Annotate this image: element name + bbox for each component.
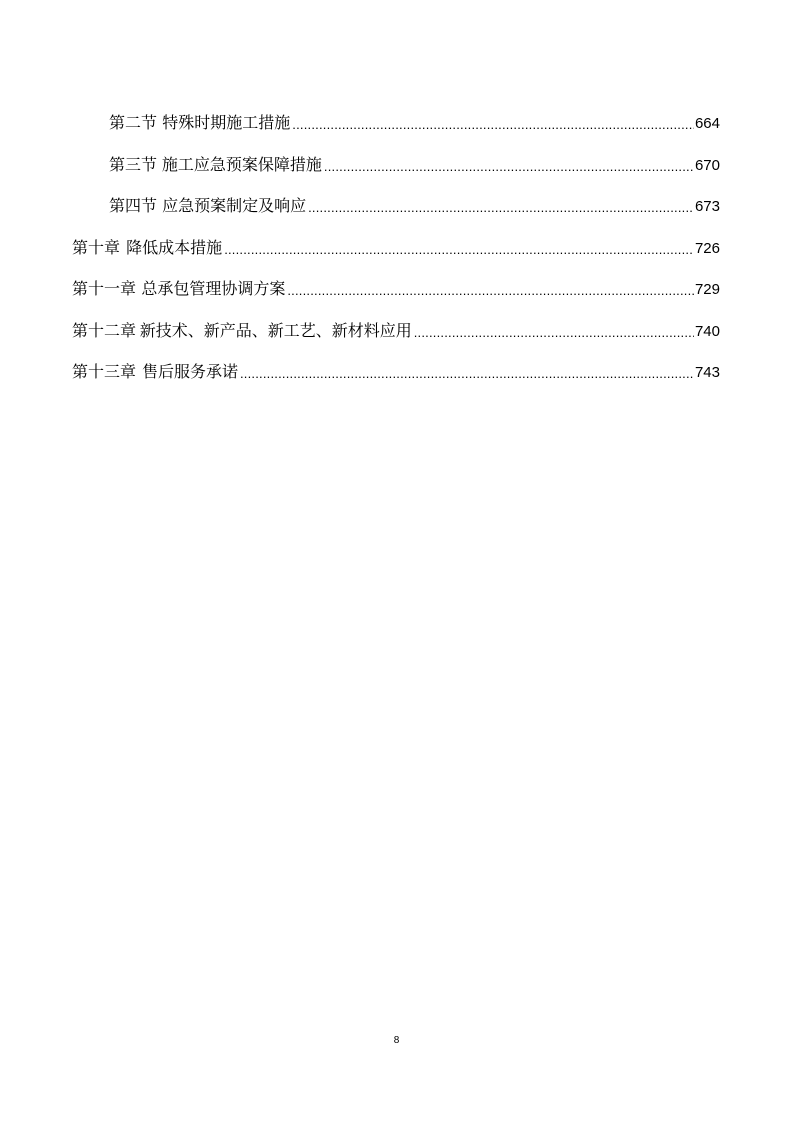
dot-leader — [292, 111, 694, 131]
toc-entry-page: 743 — [694, 364, 720, 382]
toc-entry[interactable] — [0, 269, 793, 311]
toc-entry[interactable] — [0, 311, 793, 353]
toc-entry-title: 降低成本措施 — [126, 237, 223, 257]
toc-entry-page: 673 — [694, 198, 720, 216]
toc-entry-title: 总承包管理协调方案 — [141, 279, 286, 299]
toc-entry[interactable] — [0, 145, 793, 187]
dot-leader — [324, 153, 694, 173]
toc-entry-number: 第三节 — [109, 154, 158, 174]
dot-leader — [240, 360, 694, 380]
dot-leader — [308, 194, 694, 214]
toc-entry-title: 特殊时期施工措施 — [162, 113, 291, 133]
toc-entry-page: 670 — [694, 156, 720, 174]
toc-entry-page: 726 — [694, 239, 720, 257]
toc-entry-title: 新技术、新产品、新工艺、新材料应用 — [139, 320, 412, 340]
dot-leader — [414, 319, 694, 339]
toc-entry[interactable] — [0, 103, 793, 145]
toc-entry-title: 施工应急预案保障措施 — [161, 154, 322, 174]
toc-entry[interactable] — [0, 352, 793, 394]
toc-entry-title: 售后服务承诺 — [141, 362, 238, 382]
toc-entry-page: 740 — [694, 322, 720, 340]
toc-entry-number: 第四节 — [109, 196, 158, 216]
toc-entry-number: 第十章 — [72, 237, 121, 257]
toc-entry[interactable] — [0, 186, 793, 228]
toc-entry-page: 729 — [694, 281, 720, 299]
table-of-contents — [0, 103, 793, 394]
dot-leader — [287, 277, 694, 297]
page-number: 8 — [393, 1035, 400, 1046]
toc-entry[interactable] — [0, 228, 793, 270]
toc-entry-number: 第十三章 — [72, 362, 137, 382]
dot-leader — [224, 236, 694, 256]
toc-entry-title: 应急预案制定及响应 — [162, 196, 307, 216]
toc-entry-number: 第十二章 — [72, 320, 137, 340]
toc-entry-number: 第二节 — [109, 113, 158, 133]
toc-entry-page: 664 — [694, 115, 720, 133]
toc-entry-number: 第十一章 — [72, 279, 137, 299]
